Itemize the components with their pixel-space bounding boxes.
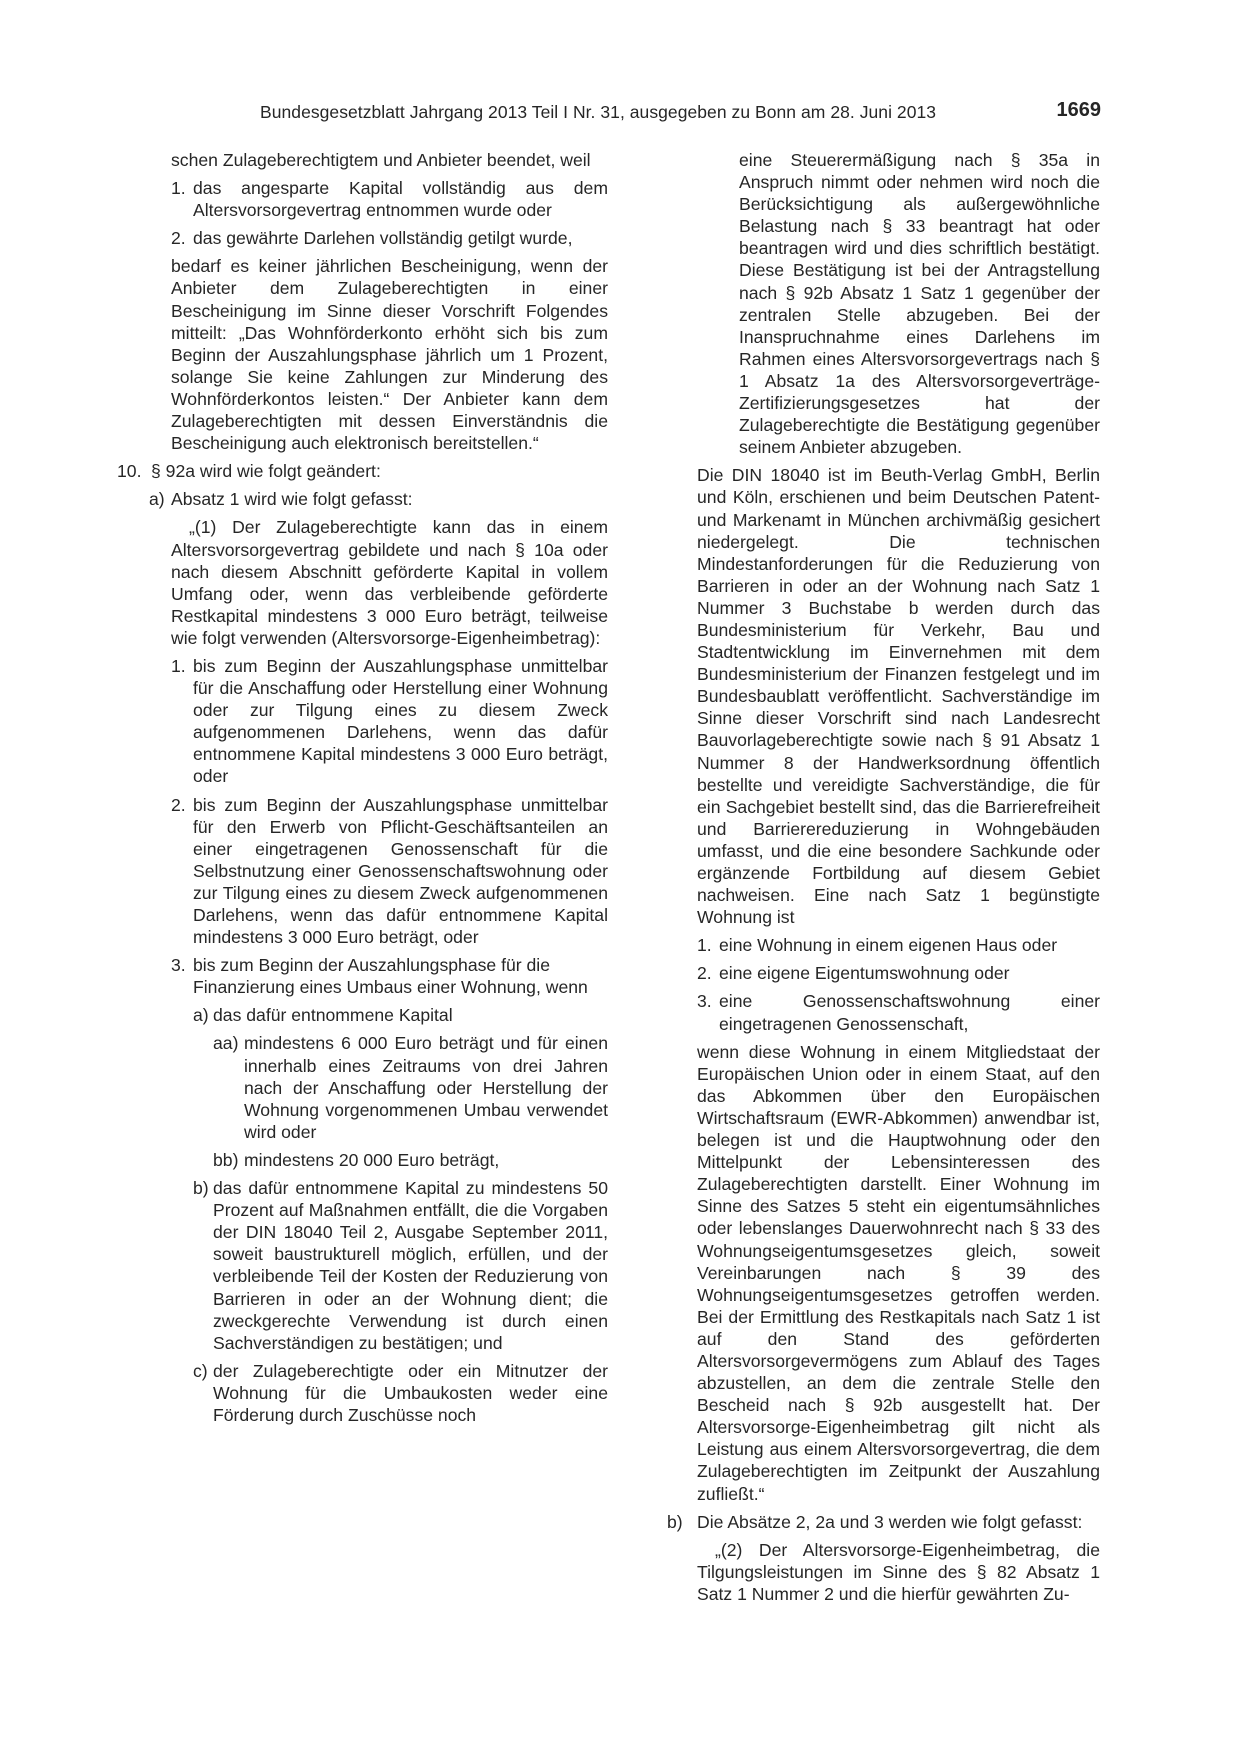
wenn-paragraph: wenn diese Wohnung in einem Mitgliedstaat der Europäischen Union oder in einem Staat, auf den das Abkommen über den Europäischen Wirtschaftsraum (EWR-Abkommen) anwendbar ist, belegen ist und die Hauptwohnung oder den Mittelpunkt der Lebensinteressen des Zulageberechtigten darstellt. Einer Wohnung im Sinne des Satzes 5 steht ein eigentumsähnliches oder lebenslanges Dauerwohnrecht nach § 33 des Wohnungseigentumsgesetzes gleich, soweit Vereinbarungen nach § 39 des Wohnungseigentumsgesetzes getroffen werden. Bei der Ermittlung des Restkapitals nach Satz 1 ist auf den Stand des geförderten Altersvorsorgevermögens zum Ablauf des Tages abzustellen, an dem die zentrale Stelle den Bescheid nach § 92b ausgestellt hat. Der Altersvorsorge-Eigenheimbetrag gilt nicht als Leistung aus einem Altersvorsorgevertrag, die dem Zulageberechtigten im Zeitpunkt der Auszahlung zufließt.“ bbox=[697, 1041, 1100, 1504]
list-marker: b) bbox=[193, 1178, 209, 1199]
list-marker: 1. bbox=[697, 935, 712, 956]
list-item bbox=[117, 460, 608, 482]
list-item bbox=[689, 962, 1100, 984]
list-item-text: § 92a wird wie folgt geändert: bbox=[151, 461, 381, 482]
list-item-text: mindestens 6 000 Euro beträgt und für einen innerhalb eines Zeitraums von drei Jahren nach der Anschaffung oder Herstellung der Wohnung vorgenommenen Umbau verwendet wird oder bbox=[244, 1033, 608, 1142]
list-item-text: das gewährte Darlehen vollständig getilgt wurde, bbox=[193, 228, 573, 249]
list-item-text: Die Absätze 2, 2a und 3 werden wie folgt gefasst: bbox=[697, 1511, 1083, 1532]
list-marker: a) bbox=[149, 489, 165, 510]
list-item bbox=[131, 655, 608, 788]
page-header bbox=[0, 100, 1241, 126]
list-item-text: bis zum Beginn der Auszahlungsphase unmittelbar für die Anschaffung oder Herstellung einer Wohnung oder zur Tilgung eines zu diesem Zweck aufgenommenen Darlehens, wenn das dafür entnommene Kapital mindestens 3 000 Euro beträgt, oder bbox=[193, 655, 608, 787]
list-marker: b) bbox=[667, 1511, 683, 1532]
list-marker: bb) bbox=[213, 1149, 239, 1170]
left-column bbox=[117, 149, 608, 1426]
list-marker: 10. bbox=[117, 461, 142, 482]
list-item bbox=[131, 488, 608, 510]
list-marker: 3. bbox=[697, 991, 712, 1012]
list-item bbox=[131, 1360, 608, 1426]
paragraph-2: „(2) Der Altersvorsorge-Eigenheimbetrag, die Tilgungsleistungen im Sinne des § 82 Absatz 1 Satz 1 Nummer 2 und die hierfür gewährten Zu- bbox=[697, 1539, 1100, 1604]
list-item bbox=[131, 794, 608, 949]
continued-text: eine Steuerermäßigung nach § 35a in Anspruch nimmt oder nehmen wird noch die Berücksichtigung als außergewöhnliche Belastung nach § 33 beantragt hat oder beantragen wird und dies schriftlich bestätigt. Diese Bestätigung ist bei der Antragstellung nach § 92b Absatz 1 Satz 1 gegenüber der zentralen Stelle abzugeben. Bei der Inanspruchnahme eines Darlehens im Rahmen eines Altersvorsorgevertrags nach § 1 Absatz 1a des Altersvorsorgeverträge-Zertifizierungsgesetzes hat der Zulageberechtigte die Bestätigung gegenüber seinem Anbieter abzugeben. bbox=[739, 150, 1100, 458]
list-marker: 2. bbox=[171, 794, 186, 815]
intro-text: schen Zulageberechtigtem und Anbieter beendet, weil bbox=[171, 150, 591, 170]
list-item-text: das dafür entnommene Kapital bbox=[213, 1005, 453, 1026]
list-item bbox=[131, 1149, 608, 1171]
list-marker: a) bbox=[193, 1005, 209, 1026]
list-item bbox=[689, 990, 1100, 1034]
list-marker: 2. bbox=[697, 963, 712, 984]
list-item-text: mindestens 20 000 Euro beträgt, bbox=[244, 1149, 500, 1170]
list-item bbox=[131, 1032, 608, 1142]
list-item-text: bis zum Beginn der Auszahlungsphase für die Finanzierung eines Umbaus einer Wohnung, wenn bbox=[193, 955, 588, 998]
page-number: 1669 bbox=[1056, 99, 1101, 121]
din-paragraph: Die DIN 18040 ist im Beuth-Verlag GmbH, Berlin und Köln, erschienen und beim Deutschen Patent- und Markenamt in München archivmäßig gesichert niedergelegt. Die technischen Mindestanforderungen für die Reduzierung von Barrieren in oder an der Wohnung nach Satz 1 Nummer 3 Buchstabe b werden durch das Bundesministerium für Verkehr, Bau und Stadtentwicklung im Einvernehmen mit dem Bundesministerium der Finanzen festgelegt und im Bundesbaublatt veröffentlicht. Sachverständige im Sinne dieser Vorschrift sind nach Landesrecht Bauvorlageberechtigte sowie nach § 91 Absatz 1 Nummer 8 der Handwerksordnung öffentlich bestellte und vereidigte Sachverständige, die für ein Sachgebiet bestellt sind, das die Barrierefreiheit und Barrierereduzierung in Wohngebäuden umfasst, und die eine besondere Sachkunde oder ergänzende Fortbildung auf diesem Gebiet nachweisen. Eine nach Satz 1 begünstigte Wohnung ist bbox=[697, 465, 1100, 928]
right-column bbox=[667, 149, 1100, 1605]
paragraph-1: „(1) Der Zulageberechtigte kann das in einem Altersvorsorgevertrag gebildete und nach § 10a oder nach diesem Abschnitt geförderte Kapital in vollem Umfang oder, wenn das verbleibende geförderte Restkapital mindestens 3 000 Euro beträgt, teilweise wie folgt verwenden (Altersvorsorge-Eigenheimbetrag): bbox=[171, 517, 608, 648]
intro-conclusion: bedarf es keiner jährlichen Bescheinigung, wenn der Anbieter dem Zulageberechtigten in einer Bescheinigung im Sinne dieser Vorschrift Folgendes mitteilt: „Das Wohnförderkonto erhöht sich bis zum Beginn der Auszahlungsphase jährlich um 1 Prozent, solange Sie keine Zahlungen zur Minderung des Wohnförderkontos leisten.“ Der Anbieter kann dem Zulageberechtigten mit dessen Einverständnis die Bescheinigung auch elektronisch bereitstellen.“ bbox=[171, 256, 608, 454]
list-item bbox=[131, 1177, 608, 1354]
list-item-text: der Zulageberechtigte oder ein Mitnutzer der Wohnung für die Umbaukosten weder eine Förderung durch Zuschüsse noch bbox=[213, 1360, 608, 1425]
list-item bbox=[689, 934, 1100, 956]
list-item-text: eine eigene Eigentumswohnung oder bbox=[719, 963, 1010, 984]
list-item bbox=[131, 177, 608, 221]
list-item bbox=[131, 954, 608, 998]
header-title: Bundesgesetzblatt Jahrgang 2013 Teil I Nr. 31, ausgegeben zu Bonn am 28. Juni 2013 bbox=[260, 102, 937, 122]
list-item-text: eine Wohnung in einem eigenen Haus oder bbox=[719, 935, 1058, 956]
list-item bbox=[131, 1004, 608, 1026]
list-item-text: das dafür entnommene Kapital zu mindestens 50 Prozent auf Maßnahmen entfällt, die die Vorgaben der DIN 18040 Teil 2, Ausgabe September 2011, soweit baustrukturell möglich, erfüllen, und der verbleibende Teil der Kosten der Reduzierung von Barrieren in oder an der Wohnung dient; die zweckgerechte Verwendung ist durch einen Sachverständigen zu bestätigen; und bbox=[213, 1178, 608, 1353]
list-marker: aa) bbox=[213, 1033, 239, 1054]
list-item-text: das angesparte Kapital vollständig aus dem Altersvorsorgevertrag entnommen wurde oder bbox=[193, 178, 608, 221]
list-item bbox=[667, 1511, 1100, 1533]
list-marker: 3. bbox=[171, 955, 186, 976]
list-marker: 1. bbox=[171, 655, 186, 676]
list-item-text: eine Genossenschaftswohnung einer eingetragenen Genossenschaft, bbox=[719, 991, 1100, 1034]
list-marker: 2. bbox=[171, 228, 186, 249]
list-item-text: Absatz 1 wird wie folgt gefasst: bbox=[171, 489, 413, 510]
list-marker: c) bbox=[193, 1360, 208, 1381]
list-item-text: bis zum Beginn der Auszahlungsphase unmittelbar für den Erwerb von Pflicht-Geschäftsanteilen an einer eingetragenen Genossenschaft für die Selbstnutzung einer Genossenschaftswohnung oder zur Tilgung eines zu diesem Zweck aufgenommenen Darlehens, wenn das dafür entnommene Kapital mindestens 3 000 Euro beträgt, oder bbox=[193, 794, 608, 948]
list-item bbox=[131, 227, 608, 249]
list-marker: 1. bbox=[171, 178, 186, 199]
